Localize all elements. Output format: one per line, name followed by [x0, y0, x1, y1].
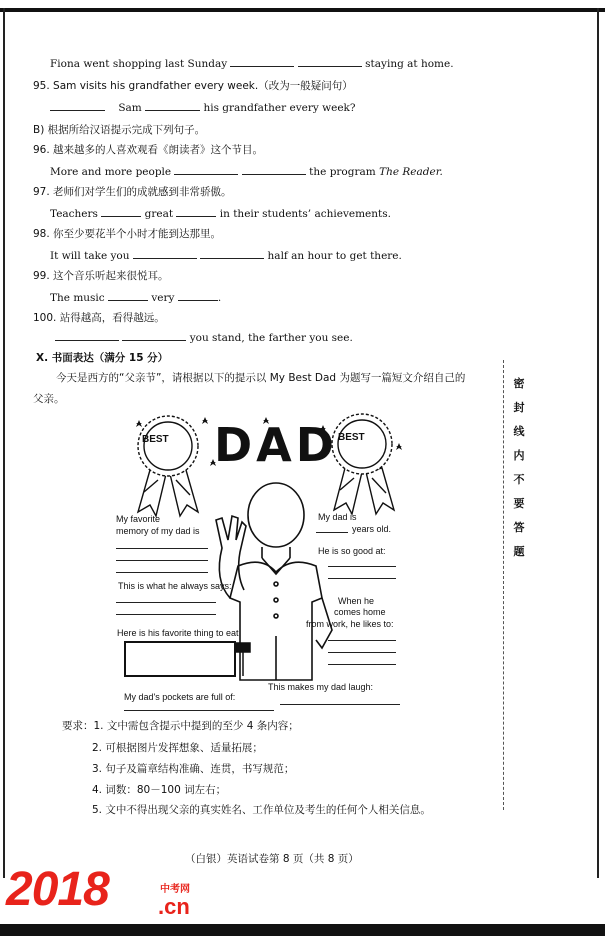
question-100: 100. 站得越高，看得越远。: [33, 312, 165, 324]
bottom-strip: [0, 924, 605, 936]
requirement-5: 5. 文中不得出现父亲的真实姓名、工作单位及考生的任何个人相关信息。: [92, 804, 431, 816]
label-likes-to: from work, he likes to:: [306, 619, 394, 629]
text: the program: [309, 166, 376, 178]
writing-prompt: 今天是西方的“父亲节”，请根据以下的提示以 My Best Dad 为题写一篇短文介绍自己的: [56, 372, 466, 384]
text: very: [151, 292, 175, 304]
label-makes-laugh: This makes my dad laugh:: [268, 682, 374, 692]
write-line: [316, 532, 348, 533]
label-always-says: This is what he always says:: [118, 581, 232, 591]
write-line: [328, 664, 396, 665]
question-97: 97. 老师们对学生们的成就感到非常骄傲。: [33, 186, 232, 198]
write-line: [328, 566, 396, 567]
section-x-heading: X. 书面表达（满分 15 分）: [36, 352, 169, 364]
text: staying at home.: [365, 58, 454, 70]
seal-warning: 密封线内不要答题: [513, 377, 525, 558]
text: Fiona went shopping last Sunday: [50, 58, 228, 70]
label-good-at: He is so good at:: [318, 546, 386, 556]
watermark-logo: 2018: [6, 863, 109, 916]
badge-left-label: BEST: [142, 434, 169, 445]
text: great: [144, 208, 174, 220]
badge-right-label: BEST: [338, 432, 365, 443]
page-footer: （白银）英语试卷第 8 页（共 8 页）: [185, 853, 359, 865]
write-line: [328, 578, 396, 579]
label-dad-is: My dad is: [318, 512, 357, 522]
food-box: [125, 642, 235, 676]
write-line: [328, 652, 396, 653]
requirement-3: 3. 句子及篇章结构准确、连贯，书写规范；: [92, 763, 295, 775]
write-line: [328, 640, 396, 641]
question-96: 96. 越来越多的人喜欢观看《朗读者》这个节目。: [33, 144, 264, 156]
dad-figure-icon: [216, 483, 332, 680]
text: Teachers: [50, 208, 98, 220]
text: in their students’ achievements.: [219, 208, 391, 220]
question-99: 99. 这个音乐听起来很悦耳。: [33, 270, 169, 282]
label-favorite-memory-2: memory of my dad is: [116, 526, 200, 536]
text: you stand, the farther you see.: [189, 332, 353, 344]
watermark-site: .cn: [158, 894, 190, 919]
requirement-1: 要求：1. 文中需包含提示中提到的至少 4 条内容；: [62, 720, 299, 732]
label-when-he: When he: [338, 596, 375, 606]
write-line: [280, 704, 400, 705]
text: It will take you: [50, 250, 130, 262]
label-comes-home: comes home: [334, 607, 386, 617]
requirement-2: 2. 可根据图片发挥想象、适量拓展；: [92, 742, 263, 754]
question-95: 95. Sam visits his grandfather every week.（改为一般疑问句）: [33, 80, 353, 92]
text: The music: [50, 292, 105, 304]
text: his grandfather every week?: [203, 102, 356, 114]
label-years-old: years old.: [352, 524, 392, 534]
label-favorite-memory-1: My favorite: [116, 514, 161, 524]
text: The Reader.: [379, 166, 443, 178]
requirement-4: 4. 词数：80－100 词左右；: [92, 784, 227, 796]
write-line: [116, 572, 208, 573]
text: More and more people: [50, 166, 172, 178]
write-line: [116, 560, 208, 561]
text: Sam: [118, 102, 142, 114]
write-line: [116, 602, 216, 603]
question-98: 98. 你至少要花半个小时才能到达那里。: [33, 228, 222, 240]
write-line: [124, 710, 274, 711]
write-line: [116, 548, 208, 549]
left-rosette-icon: [138, 416, 198, 516]
seal-line: [503, 360, 504, 810]
section-b-heading: B) 根据所给汉语提示完成下列句子。: [33, 124, 206, 136]
write-line: [116, 614, 216, 615]
text: .: [217, 292, 222, 304]
label-pockets: My dad's pockets are full of:: [124, 692, 236, 702]
label-favorite-food: Here is his favorite thing to eat: [117, 628, 239, 638]
fork-icon: [236, 643, 250, 676]
writing-prompt-end: 父亲。: [33, 393, 65, 405]
watermark-label: 中考网: [160, 884, 190, 895]
dad-title: DAD: [214, 418, 338, 472]
text: half an hour to get there.: [267, 250, 402, 262]
right-rosette-icon: [332, 414, 394, 514]
